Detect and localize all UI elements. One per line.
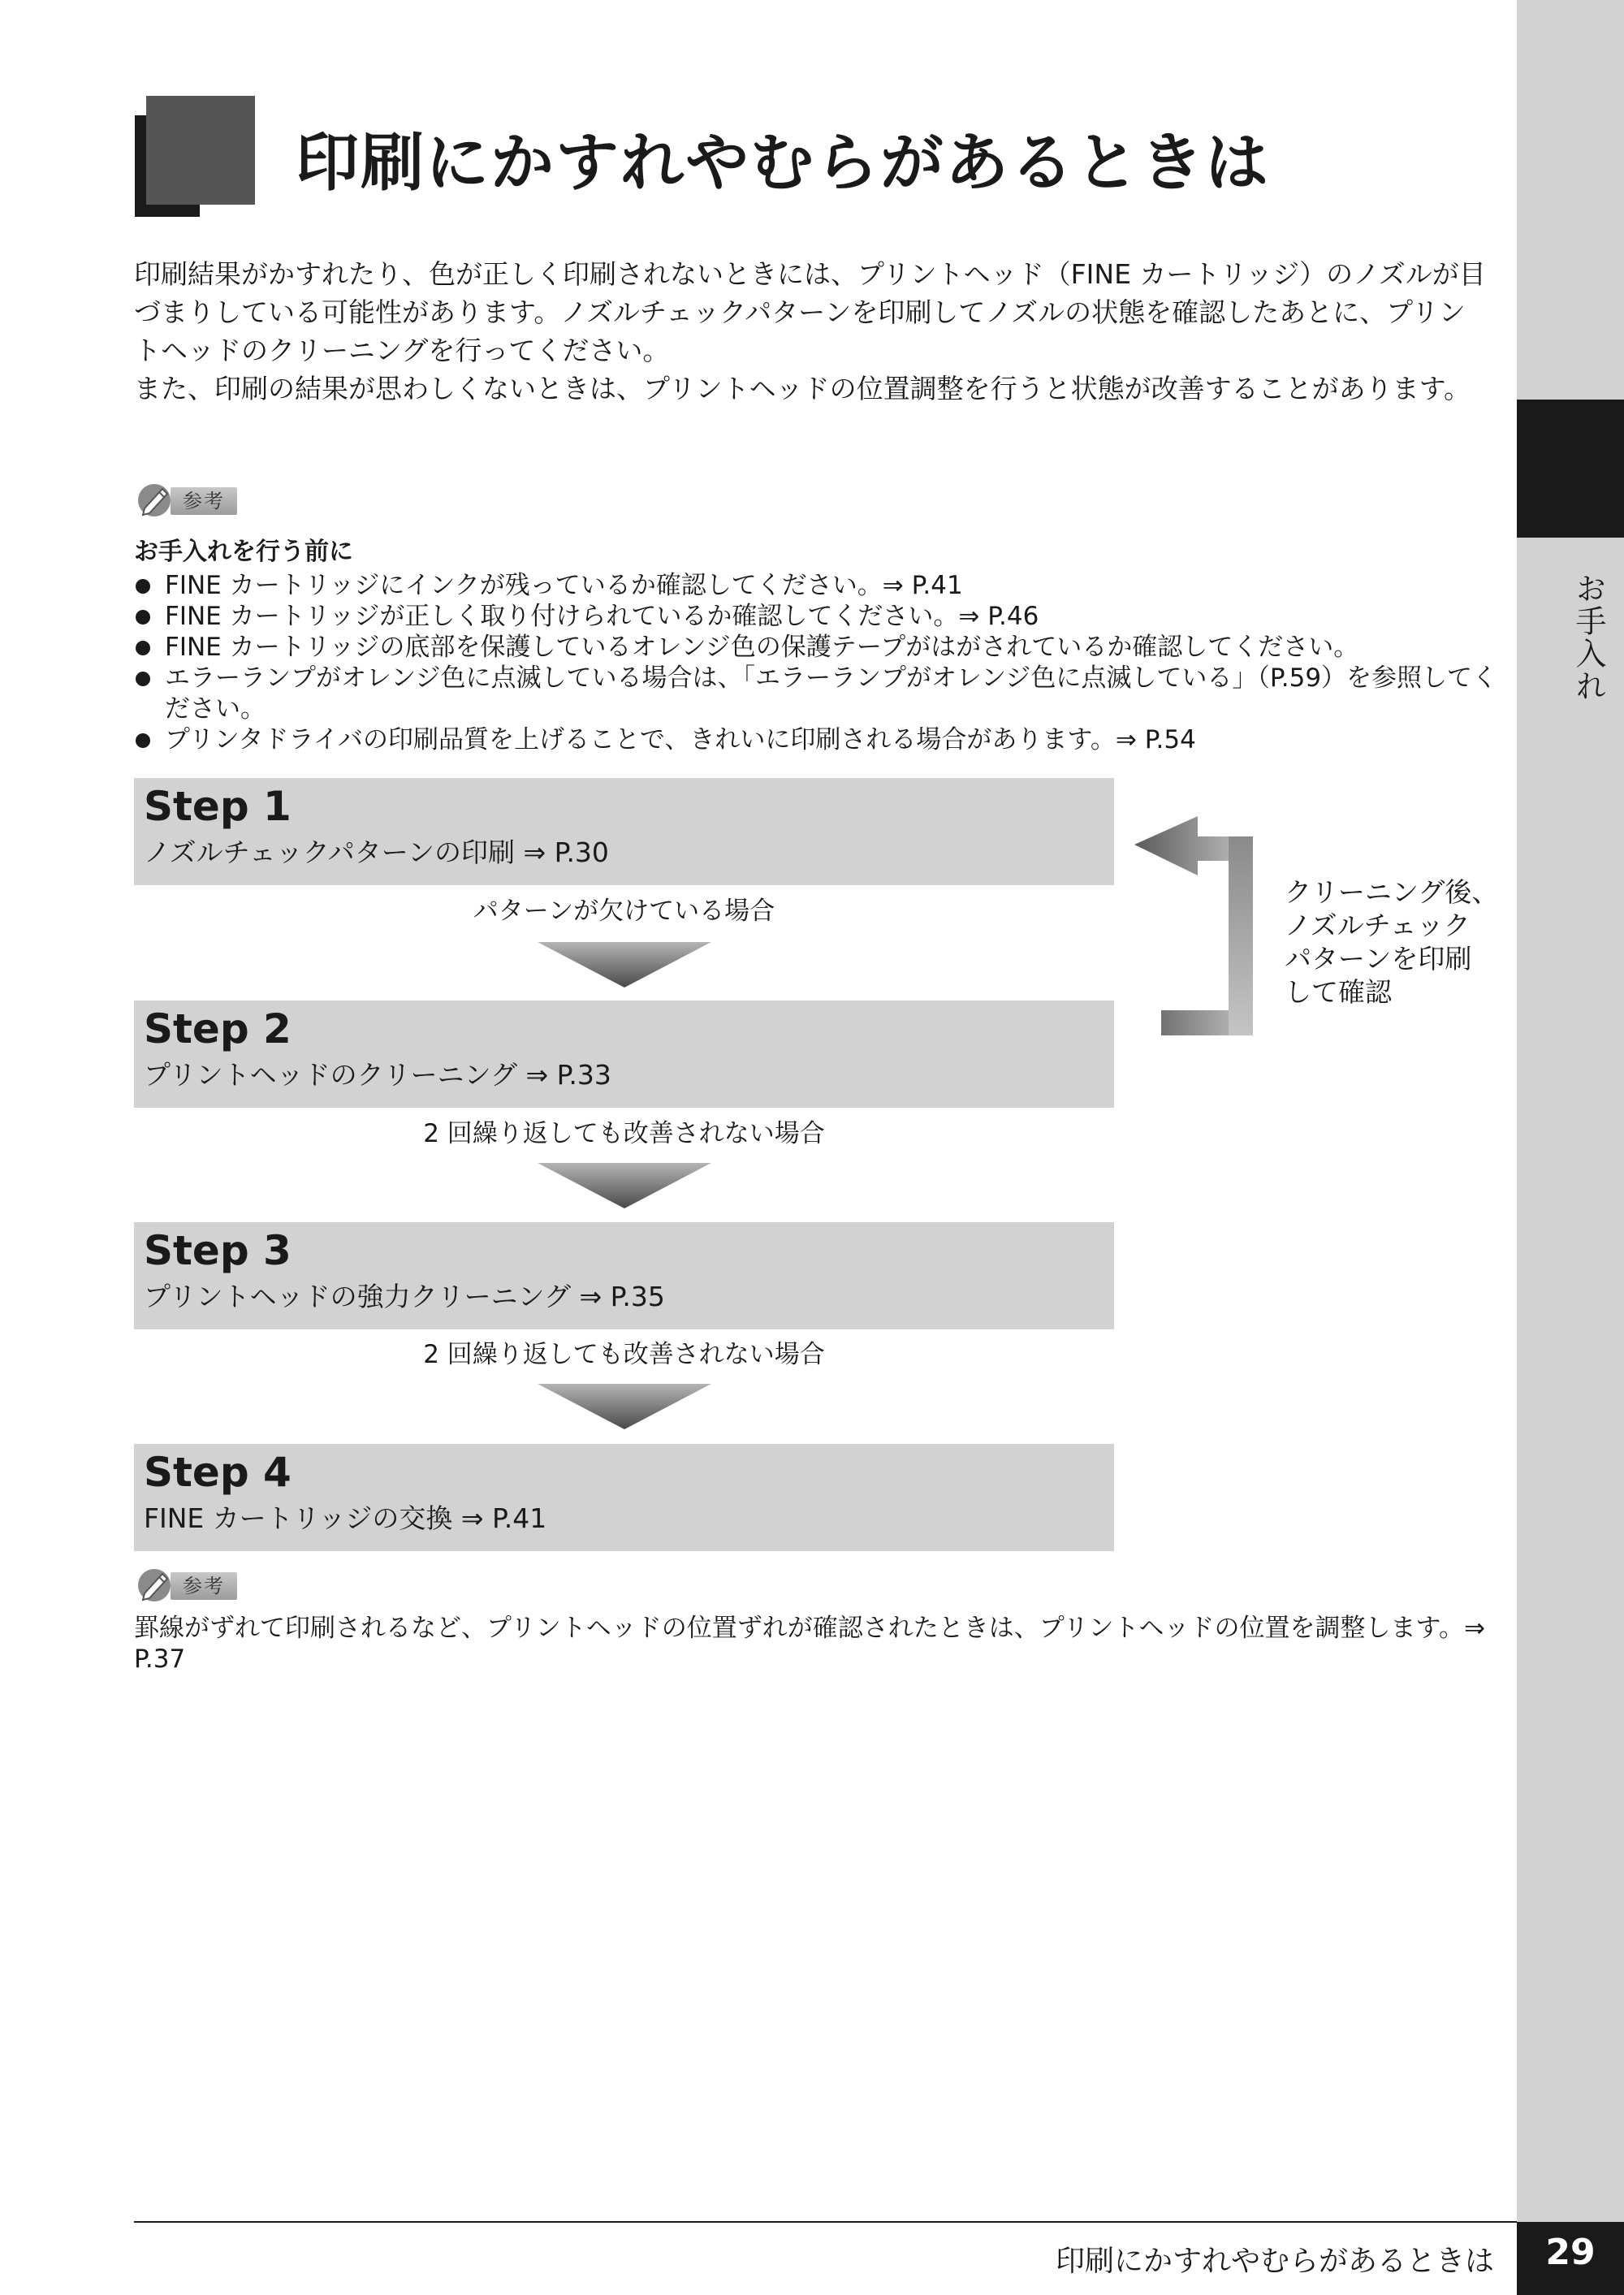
side-tab-label: お手入れ (1570, 573, 1606, 702)
loop-label-line: して確認 (1285, 976, 1392, 1008)
down-arrow-icon (538, 1163, 711, 1208)
down-arrow-icon (538, 942, 711, 988)
step-condition: パターンが欠けている場合 (473, 897, 775, 926)
step-description: プリントヘッドのクリーニング ⇒ P.33 (144, 1059, 611, 1091)
list-item (134, 570, 1498, 601)
intro-text (134, 255, 1486, 408)
loop-label-line: ノズルチェック (1285, 910, 1471, 941)
loop-label (1285, 875, 1498, 1009)
step-2-box (134, 1001, 1114, 1108)
loop-label-line: クリーニング後、 (1285, 876, 1499, 908)
checklist (134, 570, 1498, 755)
step-description: FINE カートリッジの交換 ⇒ P.41 (144, 1502, 547, 1534)
step-description: ノズルチェックパターンの印刷 ⇒ P.30 (144, 836, 609, 868)
list-item-text: FINE カートリッジの底部を保護しているオレンジ色の保護テープがはがされているか確認してください。 (165, 633, 1359, 662)
step-condition: 2 回繰り返しても改善されない場合 (423, 1340, 825, 1369)
bullet-icon (136, 579, 150, 594)
step-1-box (134, 778, 1114, 885)
side-tab-marker (1517, 400, 1624, 538)
footer-title: 印刷にかすれやむらがあるときは (1055, 2245, 1494, 2278)
list-item-text: FINE カートリッジが正しく取り付けられているか確認してください。⇒ P.46 (165, 602, 1039, 631)
list-item-text: プリンタドライバの印刷品質を上げることで、きれいに印刷される場合があります。⇒ P.54 (165, 725, 1196, 754)
list-item (134, 724, 1498, 755)
before-maintenance-heading: お手入れを行う前に (134, 538, 353, 566)
step-title: Step 3 (144, 1227, 292, 1274)
list-item (134, 663, 1498, 724)
step-title: Step 1 (144, 783, 292, 830)
page-number: 29 (1545, 2232, 1596, 2273)
reference-label: 参考 (171, 1572, 237, 1600)
list-item (134, 632, 1498, 663)
page-title: 印刷にかすれやむらがあるときは (296, 127, 1271, 200)
bullet-icon (136, 733, 150, 748)
bullet-icon (136, 641, 150, 655)
bullet-icon (136, 610, 150, 625)
reference-label: 参考 (171, 487, 237, 515)
step-3-box (134, 1222, 1114, 1329)
step-title: Step 2 (144, 1005, 292, 1052)
bottom-note: 罫線がずれて印刷されるなど、プリントヘッドの位置ずれが確認されたときは、プリントヘッドの位置を調整します。⇒ P.37 (134, 1614, 1486, 1674)
list-item (134, 601, 1498, 632)
loop-label-line: パターンを印刷 (1285, 943, 1472, 975)
step-description: プリントヘッドの強力クリーニング ⇒ P.35 (144, 1281, 665, 1312)
side-tab-strip (1517, 0, 1624, 2295)
reference-badge (135, 479, 240, 518)
footer-rule (134, 2221, 1517, 2223)
list-item-text: エラーランプがオレンジ色に点滅している場合は、「エラーランプがオレンジ色に点滅している」（P.59）を参照してください。 (165, 663, 1498, 724)
bullet-icon (136, 672, 150, 686)
loop-arrow-icon (1133, 812, 1255, 1048)
intro-paragraph: また、印刷の結果が思わしくないときは、プリントヘッドの位置調整を行うと状態が改善することがあります。 (134, 373, 1471, 404)
intro-paragraph: 印刷結果がかすれたり、色が正しく印刷されないときには、プリントヘッド（FINE カートリッジ）のノズルが目づまりしている可能性があります。ノズルチェックパターンを印刷してノズルの状態を確認したあとに、プリントヘッドのクリーニングを行ってください。 (134, 258, 1486, 366)
title-square (146, 96, 255, 205)
down-arrow-icon (538, 1384, 711, 1429)
step-4-box (134, 1444, 1114, 1551)
reference-badge (135, 1564, 240, 1603)
step-title: Step 4 (144, 1449, 292, 1496)
step-condition: 2 回繰り返しても改善されない場合 (423, 1119, 825, 1148)
list-item-text: FINE カートリッジにインクが残っているか確認してください。⇒ P.41 (165, 571, 963, 600)
